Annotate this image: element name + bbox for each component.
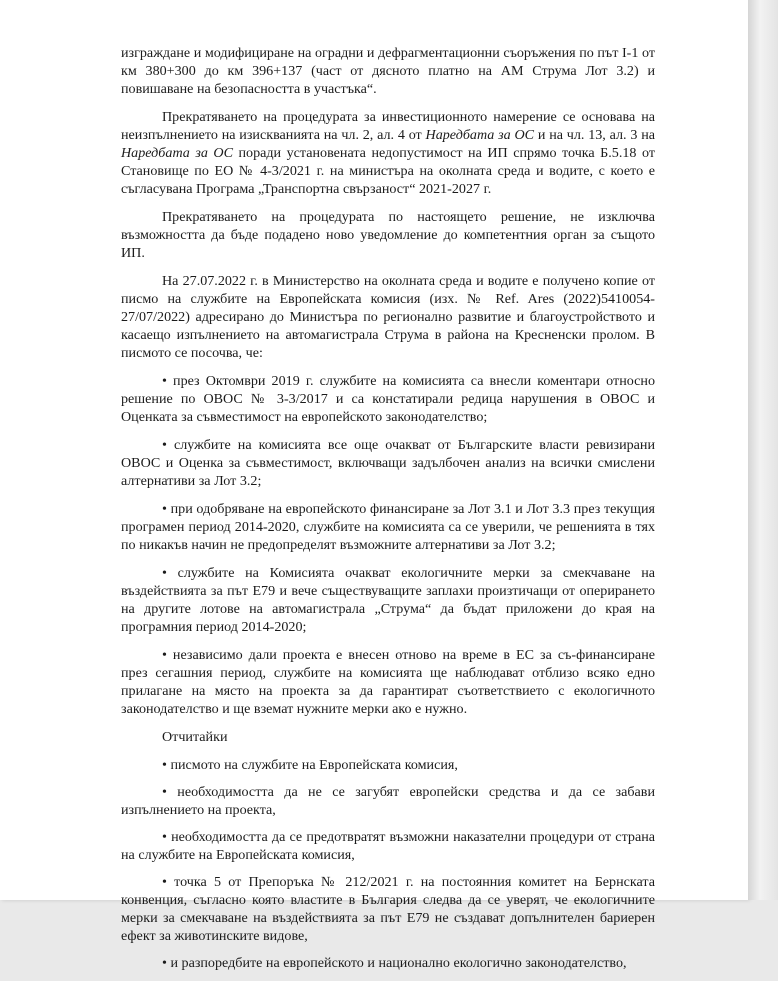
- paragraph-text-segment: поради установената недопустимост на ИП спрямо точка Б.5.18 от Становище по ЕО № 4-3/2021 г. на министъра на околната среда и водите, с което е съгласувана Програма „Транспортна свързаност“ 2021-2027 г.: [121, 145, 655, 197]
- list-item: • необходимостта да не се загубят европейски средства и да се забави изпълнението на проекта,: [121, 784, 655, 818]
- list-item: • службите на комисията все още очакват от Българските власти ревизирани ОВОС и Оценка за съвместимост, включващи задълбочен анализ на всички смислени алтернативи за Лот 3.2;: [121, 437, 655, 489]
- page-edge-shadow: [748, 0, 778, 900]
- list-item: • необходимостта да се предотвратят възможни наказателни процедури от страна на службите на Европейската комисия,: [121, 829, 655, 863]
- list-item: • през Октомври 2019 г. службите на комисията са внесли коментари относно решение по ОВОС № 3-3/2017 и са констатирали редица нарушения в ОВОС и Оценката за съвместимост на европейското законодателство;: [121, 373, 655, 425]
- paragraph-project-scope: изграждане и модифициране на оградни и дефрагментационни съоръжения по път І-1 от км 380+300 до км 396+137 (част от дясното платно на АМ Струма Лот 3.2) и повишаване на безопасността в участъка“.: [121, 45, 655, 97]
- list-item: • и разпоредбите на европейското и национално екологично законодателство,: [162, 955, 627, 971]
- document-body: [121, 44, 655, 981]
- paragraph-new-notification: Прекратяването на процедурата по настоящето решение, не изключва възможността да бъде подадено ново уведомление до компетентния орган за същото ИП.: [121, 209, 655, 261]
- regulation-reference: Наредбата за ОС: [425, 127, 535, 143]
- list-item: • точка 5 от Препоръка № 212/2021 г. на постоянния комитет на Бернската конвенция, съгласно която властите в България следва да се уверят, че екологичните мерки за смекчаване на въздействията за път Е79 не създават допълнителен бариерен ефект за животинските видове,: [121, 874, 655, 944]
- list-item: • при одобряване на европейското финансиране за Лот 3.1 и Лот 3.3 през текущия програмен период 2014-2020, службите на комисията са се уверили, че решенията в тях по никакъв начин не предопределят възможните алтернативи за Лот 3.2;: [121, 501, 655, 553]
- regulation-reference: Наредбата за ОС: [121, 145, 233, 161]
- paragraph-ec-letter: На 27.07.2022 г. в Министерство на околната среда и водите е получено копие от писмо на службите на Европейската комисия (изх. № Ref. Ares (2022)5410054-27/07/2022) адресирано до Министъра по регионално развитие и благоустройството и касаещо изпълнението на автомагистрала Струма в района на Кресненски пролом. В писмото се посочва, че:: [121, 273, 655, 361]
- paragraph-text-segment: Прекратяването на процедурата за инвестиционното намерение се основава на неизпълнението на изискванията на чл. 2, ал. 4 от: [121, 109, 655, 143]
- section-heading-considering: Отчитайки: [162, 729, 228, 745]
- list-item: • службите на Комисията очакват екологичните мерки за смекчаване на въздействията за път Е79 и вече съществуващите заплахи произтичащи от оперирането на другите лотове на автомагистрала „Струма“ да бъдат приложени до края на програмния период 2014-2020;: [121, 565, 655, 635]
- paragraph-text-segment: и на чл. 13, ал. 3 на: [534, 127, 655, 143]
- paragraph-termination-grounds: [121, 108, 655, 198]
- list-item: • независимо дали проекта е внесен отново на време в ЕС за съ-финансиране през сегашния период, службите на комисията ще наблюдават отблизо всяко едно прилагане на място на проекта за да гарантират съответствието с екологичното законодателство и ще вземат нужните мерки ако е нужно.: [121, 647, 655, 717]
- list-item: • писмото на службите на Европейската комисия,: [162, 757, 458, 773]
